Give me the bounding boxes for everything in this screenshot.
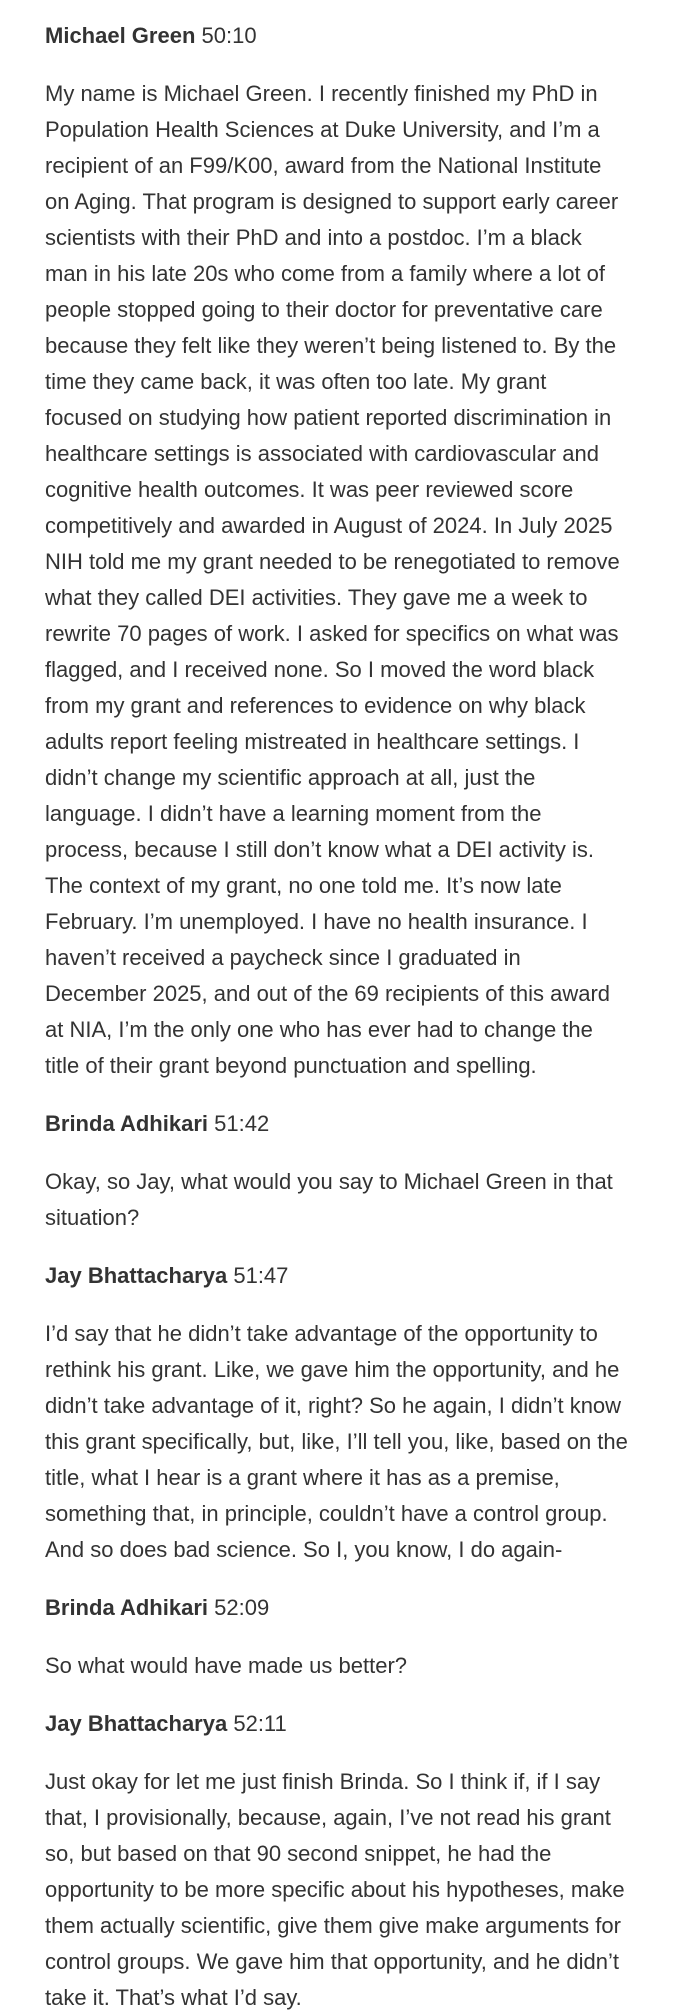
speaker-name: Michael Green: [45, 23, 196, 48]
utterance-text: I’d say that he didn’t take advantage of the opportunity to rethink his grant. Like, we gave him the opportunity, and he didn’t take advantage of it, right? So he again, I didn’t know this grant specifically, but, like, I’ll tell you, like, based on the title, what I hear is a grant where it has as a premise, something that, in principle, couldn’t have a control group. And so does bad science. So I, you know, I do again-: [45, 1321, 628, 1562]
speaker-line: [45, 18, 628, 54]
utterance-text: My name is Michael Green. I recently finished my PhD in Population Health Sciences at Duke University, and I’m a recipient of an F99/K00, award from the National Institute on Aging. That program is designed to support early career scientists with their PhD and into a postdoc. I’m a black man in his late 20s who come from a family where a lot of people stopped going to their doctor for preventative care because they felt like they weren’t being listened to. By the time they came back, it was often too late. My grant focused on studying how patient reported discrimination in healthcare settings is associated with cardiovascular and cognitive health outcomes. It was peer reviewed score competitively and awarded in August of 2024. In July 2025 NIH told me my grant needed to be renegotiated to remove what they called DEI activities. They gave me a week to rewrite 70 pages of work. I asked for specifics on what was flagged, and I received none. So I moved the word black from my grant and references to evidence on why black adults report feeling mistreated in healthcare settings. I didn’t change my scientific approach at all, just the language. I didn’t have a learning moment from the process, because I still don’t know what a DEI activity is. The context of my grant, no one told me. It’s now late February. I’m unemployed. I have no health insurance. I haven’t received a paycheck since I graduated in December 2025, and out of the 69 recipients of this award at NIA, I’m the only one who has ever had to change the title of their grant beyond punctuation and spelling.: [45, 81, 620, 1078]
speaker-name: Jay Bhattacharya: [45, 1263, 228, 1288]
speaker-name: Jay Bhattacharya: [45, 1711, 228, 1736]
utterance-text: Okay, so Jay, what would you say to Michael Green in that situation?: [45, 1169, 613, 1230]
timestamp: 51:42: [214, 1111, 270, 1136]
speaker-line: [45, 1258, 628, 1294]
timestamp: 50:10: [201, 23, 257, 48]
timestamp: 52:09: [214, 1595, 270, 1620]
speaker-line: [45, 1706, 628, 1742]
timestamp: 51:47: [233, 1263, 289, 1288]
speaker-name: Brinda Adhikari: [45, 1111, 208, 1136]
speaker-line: [45, 1106, 628, 1142]
speaker-name: Brinda Adhikari: [45, 1595, 208, 1620]
speaker-line: [45, 1590, 628, 1626]
utterance-text: So what would have made us better?: [45, 1653, 408, 1678]
utterance-text: Just okay for let me just finish Brinda. So I think if, if I say that, I provisionally, because, again, I’ve not read his grant so, but based on that 90 second snippet, he had the opportunity to be more specific about his hypotheses, make them actually scientific, give them give make arguments for control groups. We gave him that opportunity, and he didn’t take it. That’s what I’d say.: [45, 1769, 625, 2010]
timestamp: 52:11: [233, 1711, 287, 1736]
